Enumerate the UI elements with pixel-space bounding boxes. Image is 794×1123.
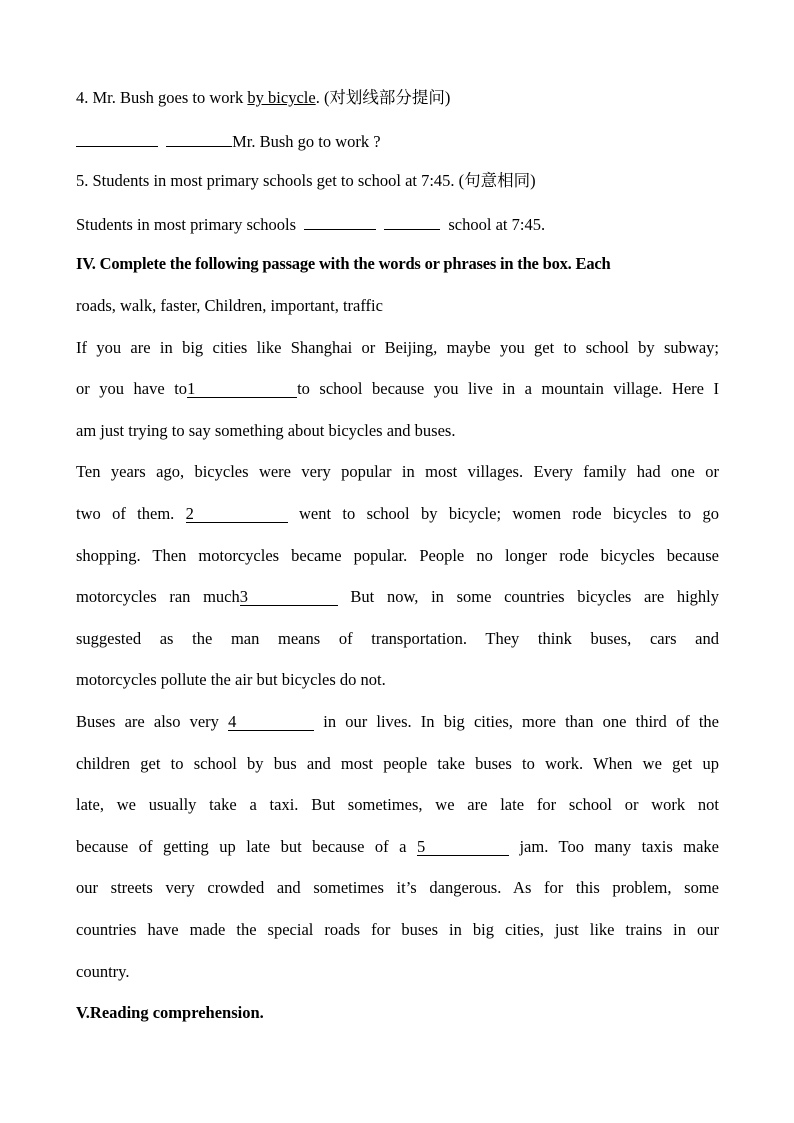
answer-blank[interactable]: [384, 213, 440, 230]
passage-line: countries have made the special roads for buses in big cities, just like trains in our: [76, 920, 719, 939]
question-5-answer-suffix: school at 7:45.: [448, 215, 546, 234]
passage-line: If you are in big cities like Shanghai or Beijing, maybe you get to school by subway;: [76, 338, 719, 357]
question-4: [76, 88, 719, 108]
passage-text: But now, in some countries bicycles are highly: [350, 587, 720, 606]
question-5: [76, 171, 719, 191]
passage-text: went to school by bicycle; women rode bicycles to go: [298, 504, 720, 523]
passage-line: country.: [76, 962, 130, 981]
question-5-number: 5.: [76, 171, 89, 190]
question-4-answer-line: [76, 130, 719, 152]
passage-text: or you have to: [76, 379, 188, 398]
passage-text: in our lives. In big cities, more than one third of the: [323, 712, 720, 731]
blank-4[interactable]: 4: [228, 713, 314, 731]
blank-1[interactable]: 1: [187, 380, 297, 398]
passage-line: children get to school by bus and most people take buses to work. When we get up: [76, 754, 719, 773]
passage-line: [76, 379, 719, 399]
question-4-text-before: Mr. Bush goes to work: [92, 88, 248, 107]
passage-line: our streets very crowded and sometimes it’s dangerous. As for this problem, some: [76, 878, 719, 897]
question-4-answer-suffix: Mr. Bush go to work ?: [232, 132, 381, 151]
passage-line: motorcycles pollute the air but bicycles do not.: [76, 670, 386, 689]
passage-text: Buses are also very: [76, 712, 219, 731]
question-4-underlined-phrase: by bicycle: [247, 88, 316, 107]
passage-line: shopping. Then motorcycles became popular. People no longer rode bicycles because: [76, 546, 719, 565]
question-5-answer-prefix: Students in most primary schools: [76, 215, 296, 234]
passage-text: two of them.: [76, 504, 175, 523]
word-box: roads, walk, faster, Children, important, traffic: [76, 296, 383, 315]
passage-text: motorcycles ran much: [76, 587, 240, 606]
passage-text: to school because you live in a mountain village. Here I: [297, 379, 719, 398]
answer-blank[interactable]: [76, 130, 158, 147]
passage-line: suggested as the man means of transportation. They think buses, cars and: [76, 629, 719, 648]
blank-2[interactable]: 2: [186, 505, 288, 523]
passage-text: because of getting up late but because of a: [76, 837, 407, 856]
passage-line: late, we usually take a taxi. But sometimes, we are late for school or work not: [76, 795, 719, 814]
passage-line: [76, 712, 719, 732]
question-5-text: Students in most primary schools get to school at 7:45. (句意相同): [92, 171, 536, 190]
passage-line: [76, 587, 719, 607]
question-4-text-after: . (对划线部分提问): [315, 88, 451, 107]
passage-line: Ten years ago, bicycles were very popular in most villages. Every family had one or: [76, 462, 719, 481]
section-4-heading: IV. Complete the following passage with the words or phrases in the box. Each: [76, 254, 611, 273]
answer-blank[interactable]: [166, 130, 232, 147]
passage-line: [76, 504, 719, 524]
passage-line: am just trying to say something about bicycles and buses.: [76, 421, 456, 440]
blank-3[interactable]: 3: [240, 588, 338, 606]
passage-line: [76, 837, 719, 857]
question-5-answer-line: [76, 213, 719, 235]
answer-blank[interactable]: [304, 213, 376, 230]
blank-5[interactable]: 5: [417, 838, 509, 856]
question-4-number: 4.: [76, 88, 89, 107]
passage-text: jam. Too many taxis make: [519, 837, 719, 856]
section-5-heading: V.Reading comprehension.: [76, 1003, 264, 1022]
